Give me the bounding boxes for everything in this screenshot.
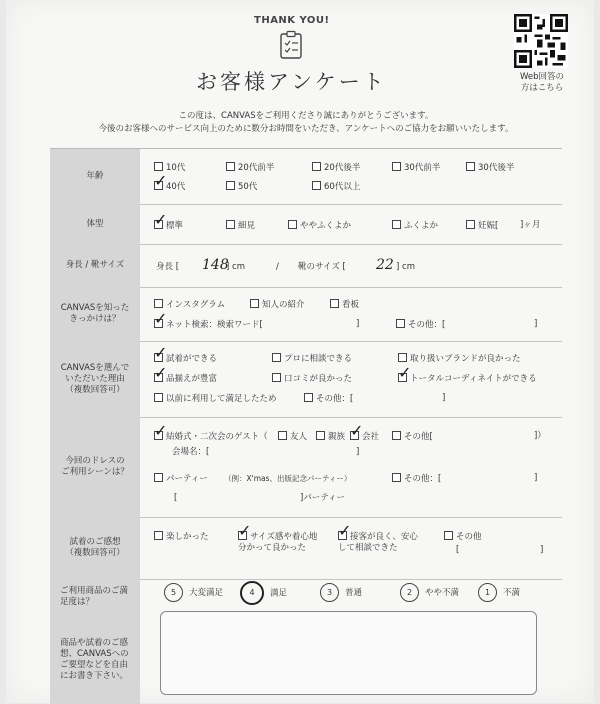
reason-other-option[interactable] xyxy=(304,393,353,405)
age-60s-option[interactable] xyxy=(312,181,360,193)
satisfaction-4-text: 満足 xyxy=(270,588,288,599)
satisfaction-2-option[interactable] xyxy=(400,583,459,602)
scene-other-checkbox[interactable] xyxy=(392,473,401,482)
reason-brands-checkbox[interactable] xyxy=(398,353,407,362)
reason-repeat-option[interactable] xyxy=(154,393,277,405)
qr-caption: Web回答の 方はこちら xyxy=(519,72,565,93)
discovery-referral-checkbox[interactable] xyxy=(250,299,259,308)
scene-row xyxy=(50,417,562,518)
age-50s-checkbox[interactable] xyxy=(226,181,235,190)
shoe-prefix: 靴のサイズ [ xyxy=(298,262,346,272)
scene-party-name-open: [ xyxy=(174,493,178,503)
intro-line-2: 今後のお客様へのサービス向上のために数分お時間をいただき、アンケートへのご協力をお願いいたします。 xyxy=(98,124,514,134)
fitting-size-text: サイズ感や着心地 分かって良かった xyxy=(238,532,318,553)
satisfaction-3-option[interactable] xyxy=(320,583,362,602)
survey-form xyxy=(50,148,562,704)
satisfaction-4-option[interactable] xyxy=(240,581,287,605)
fitting-other-option[interactable] xyxy=(444,531,482,543)
scene-friend-checkbox[interactable] xyxy=(278,431,287,440)
reason-other-checkbox[interactable] xyxy=(304,393,313,402)
scene-wedding-other-checkbox[interactable] xyxy=(392,431,401,440)
fitting-other-close: ] xyxy=(540,545,544,555)
body-plump-slightly-option[interactable] xyxy=(288,220,351,232)
qr-code-icon[interactable] xyxy=(514,14,568,68)
discovery-instagram-checkbox[interactable] xyxy=(154,299,163,308)
discovery-web-search-close: ] xyxy=(356,319,360,329)
fitting-other-text: その他 xyxy=(456,532,482,542)
scene-party-checkbox[interactable] xyxy=(154,473,163,482)
body-plump-text: ふくよか xyxy=(404,221,439,231)
body-slim-checkbox[interactable] xyxy=(226,220,235,229)
body-plump-slightly-text: ややふくよか xyxy=(300,221,352,231)
discovery-web-search-checkmark: ✓ xyxy=(154,309,168,328)
satisfaction-1-circle[interactable]: 1 xyxy=(478,583,497,602)
age-30s-early-option[interactable] xyxy=(392,162,440,174)
fitting-other-open: [ xyxy=(456,545,460,555)
age-20s-late-text: 20代後半 xyxy=(324,163,361,173)
discovery-web-search-option[interactable] xyxy=(154,319,263,331)
age-30s-late-option[interactable] xyxy=(466,162,514,174)
height-value[interactable]: 148 xyxy=(202,257,229,273)
reason-consult-option[interactable] xyxy=(272,353,352,365)
age-20s-early-checkbox[interactable] xyxy=(226,162,235,171)
fitting-service-text: 接客が良く、安心 して相談できた xyxy=(338,532,418,553)
page-title: お客様アンケート xyxy=(196,70,387,94)
reason-repeat-checkbox[interactable] xyxy=(154,393,163,402)
shoe-unit: ] cm xyxy=(396,262,415,272)
reason-variety-text: 品揃えが豊富 xyxy=(166,374,218,384)
fitting-row xyxy=(50,517,562,580)
reason-brands-option[interactable] xyxy=(398,353,521,365)
satisfaction-5-option[interactable] xyxy=(164,583,223,602)
satisfaction-label: ご利用商品のご満 足度は？ xyxy=(50,579,140,615)
discovery-instagram-text: インスタグラム xyxy=(166,300,226,310)
reason-coordinate-checkmark: ✓ xyxy=(398,363,412,382)
scene-other-option[interactable] xyxy=(392,473,441,485)
discovery-row xyxy=(50,287,562,342)
discovery-other-option[interactable] xyxy=(396,319,445,331)
satisfaction-5-text: 大変満足 xyxy=(189,588,224,598)
scene-party-text: パーティー xyxy=(166,474,208,484)
age-50s-text: 50代 xyxy=(238,182,258,192)
size-row xyxy=(50,244,562,288)
reason-consult-checkbox[interactable] xyxy=(272,353,281,362)
intro-text xyxy=(66,110,546,136)
age-row xyxy=(50,149,562,205)
reason-variety-checkmark: ✓ xyxy=(154,363,168,382)
scene-wedding-checkmark: ✓ xyxy=(154,421,168,440)
reason-reviews-option[interactable] xyxy=(272,373,352,385)
satisfaction-3-circle[interactable]: 3 xyxy=(320,583,339,602)
age-label: 年齢 xyxy=(50,149,140,204)
scene-relative-checkbox[interactable] xyxy=(316,431,325,440)
discovery-signboard-checkbox[interactable] xyxy=(330,299,339,308)
discovery-signboard-option[interactable] xyxy=(330,299,359,311)
shoe-value[interactable]: 22 xyxy=(376,257,394,273)
reason-repeat-text: 以前に利用して満足したため xyxy=(166,394,277,404)
satisfaction-2-circle[interactable]: 2 xyxy=(400,583,419,602)
age-10s-checkbox[interactable] xyxy=(154,162,163,171)
scene-party-option[interactable] xyxy=(154,473,208,485)
height-prefix: 身長 [ xyxy=(156,262,180,272)
scene-company-text: 会社 xyxy=(362,432,380,442)
reason-other-close: ] xyxy=(442,393,446,403)
reason-reviews-checkbox[interactable] xyxy=(272,373,281,382)
reason-consult-text: プロに相談できる xyxy=(284,354,353,364)
clipboard-icon xyxy=(278,30,304,60)
discovery-other-text: その他：[ xyxy=(408,320,446,330)
discovery-label: CANVASを知った きっかけは？ xyxy=(50,287,140,341)
discovery-signboard-text: 看板 xyxy=(342,300,360,310)
discovery-web-search-text: ネット検索：検索ワード[ xyxy=(166,320,263,330)
satisfaction-1-text: 不満 xyxy=(503,588,521,598)
discovery-other-close: ] xyxy=(534,319,538,329)
age-40s-text: 40代 xyxy=(166,182,186,192)
fitting-fun-text: 楽しかった xyxy=(166,532,209,542)
body-plump-checkbox[interactable] xyxy=(392,220,401,229)
satisfaction-5-circle[interactable]: 5 xyxy=(164,583,183,602)
scene-party-name-close: ]パーティー xyxy=(300,493,346,503)
body-slim-option[interactable] xyxy=(226,220,255,232)
scene-wedding-other-option[interactable] xyxy=(392,431,433,443)
age-60s-text: 60代以上 xyxy=(324,182,361,192)
body-slim-text: 細見 xyxy=(238,221,256,231)
reason-coordinate-option[interactable] xyxy=(398,373,537,385)
thank-you-heading: THANK YOU! xyxy=(254,15,330,26)
scene-relative-option[interactable] xyxy=(316,431,345,443)
size-label: 身長 / 靴サイズ xyxy=(50,244,140,287)
size-slash: / xyxy=(276,262,279,272)
comments-textarea[interactable] xyxy=(160,611,537,695)
discovery-referral-text: 知人の紹介 xyxy=(262,300,305,310)
age-30s-late-text: 30代後半 xyxy=(478,163,515,173)
survey-sheet xyxy=(6,0,594,703)
body-type-label: 体型 xyxy=(50,204,140,244)
age-20s-early-text: 20代前半 xyxy=(238,163,275,173)
scene-company-checkmark: ✓ xyxy=(350,421,364,440)
scene-other-text: その他：[ xyxy=(404,474,442,484)
satisfaction-4-circle[interactable]: 4 xyxy=(240,581,264,605)
fitting-label: 試着のご感想 （複数回答可） xyxy=(50,517,140,579)
age-30s-early-checkbox[interactable] xyxy=(392,162,401,171)
discovery-other-checkbox[interactable] xyxy=(396,319,405,328)
scene-friend-text: 友人 xyxy=(290,432,308,442)
scene-other-close: ] xyxy=(534,473,538,483)
age-20s-late-checkbox[interactable] xyxy=(312,162,321,171)
body-plump-slightly-checkbox[interactable] xyxy=(288,220,297,229)
scene-friend-option[interactable] xyxy=(278,431,307,443)
scene-label: 今回のドレスの ご利用シーンは？ xyxy=(50,417,140,517)
fitting-size-checkmark: ✓ xyxy=(238,521,252,540)
reasons-label: CANVASを選んで いただいた理由 （複数回答可） xyxy=(50,341,140,417)
reason-brands-text: 取り扱いブランドが良かった xyxy=(410,354,521,364)
satisfaction-2-text: やや不満 xyxy=(425,588,460,598)
fitting-service-checkmark: ✓ xyxy=(338,521,352,540)
reason-coordinate-text: トータルコーディネイトができる xyxy=(410,374,537,384)
reasons-row xyxy=(50,341,562,418)
age-40s-checkmark: ✓ xyxy=(154,171,168,190)
body-pregnant-option[interactable] xyxy=(466,220,498,232)
height-unit: ] cm xyxy=(226,262,245,272)
body-pregnant-text: 妊娠[ xyxy=(478,221,499,231)
scene-wedding-other-close: ]） xyxy=(534,431,546,441)
comments-label: 商品や試着のご感 想、CANVASへの ご要望などを自由 にお書き下さい。 xyxy=(50,615,140,704)
reason-other-text: その他：[ xyxy=(316,394,354,404)
age-30s-late-checkbox[interactable] xyxy=(466,162,475,171)
fitting-fun-option[interactable] xyxy=(154,531,209,543)
scene-party-example: （例：X'mas、出版記念パーティー） xyxy=(224,474,352,483)
scene-wedding-option[interactable] xyxy=(154,431,268,443)
body-standard-text: 標準 xyxy=(166,221,184,231)
satisfaction-1-option[interactable] xyxy=(478,583,520,602)
age-50s-option[interactable] xyxy=(226,181,257,193)
discovery-referral-option[interactable] xyxy=(250,299,305,311)
fitting-other-checkbox[interactable] xyxy=(444,531,453,540)
body-type-row xyxy=(50,204,562,245)
age-20s-late-option[interactable] xyxy=(312,162,360,174)
satisfaction-3-text: 普通 xyxy=(345,588,363,598)
scene-wedding-other-text: その他[ xyxy=(404,432,433,442)
intro-line-1: この度は、CANVASをご利用くださり誠にありがとうございます。 xyxy=(178,111,434,121)
reason-fitting-text: 試着ができる xyxy=(166,354,218,364)
age-10s-text: 10代 xyxy=(166,163,186,173)
scene-wedding-text: 結婚式・二次会のゲスト（ xyxy=(166,432,268,442)
scene-venue-close: ] xyxy=(356,447,360,457)
body-pregnant-checkbox[interactable] xyxy=(466,220,475,229)
age-60s-checkbox[interactable] xyxy=(312,181,321,190)
age-30s-early-text: 30代前半 xyxy=(404,163,441,173)
scene-venue-label: 会場名：[ xyxy=(172,447,210,457)
body-standard-checkmark: ✓ xyxy=(154,210,168,229)
age-20s-early-option[interactable] xyxy=(226,162,274,174)
reason-fitting-checkmark: ✓ xyxy=(154,343,168,362)
reason-reviews-text: 口コミが良かった xyxy=(284,374,353,384)
body-pregnant-months-text: ]ヶ月 xyxy=(520,220,541,230)
fitting-fun-checkbox[interactable] xyxy=(154,531,163,540)
body-plump-option[interactable] xyxy=(392,220,438,232)
scene-relative-text: 親族 xyxy=(328,432,346,442)
